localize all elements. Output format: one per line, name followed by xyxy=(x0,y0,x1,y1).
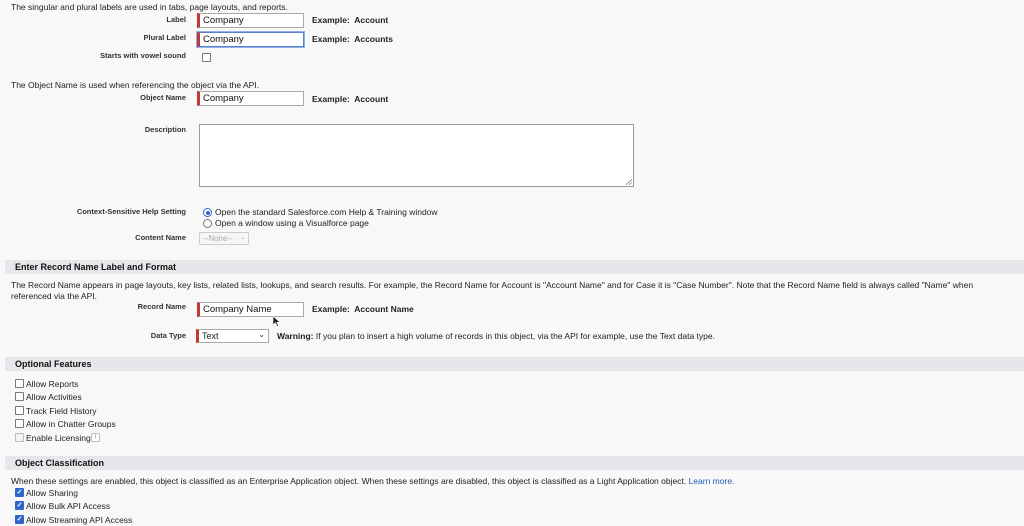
example-prefix: Example: xyxy=(312,304,350,314)
vowel-sound-label: Starts with vowel sound xyxy=(100,51,186,60)
warning-text: If you plan to insert a high volume of records in this object, via the API for example, use the Text data type. xyxy=(315,331,715,341)
allow-bulk-api-label: Allow Bulk API Access xyxy=(26,501,111,511)
allow-activities-label: Allow Activities xyxy=(26,392,82,402)
record-name-input[interactable]: Company Name xyxy=(197,302,304,317)
chevron-down-icon: ⌄ xyxy=(240,234,246,241)
plural-label-field-label: Plural Label xyxy=(143,33,186,42)
help-standard-label: Open the standard Salesforce.com Help & Training window xyxy=(215,207,438,217)
plural-label-input[interactable]: Company xyxy=(197,32,304,47)
object-classification-header: Object Classification xyxy=(5,456,1024,470)
object-name-input[interactable]: Company xyxy=(197,91,304,106)
data-type-value: Text xyxy=(202,331,219,341)
resize-handle-icon[interactable] xyxy=(626,179,632,185)
object-name-label: Object Name xyxy=(140,93,186,102)
data-type-label: Data Type xyxy=(150,331,186,340)
track-field-history-label: Track Field History xyxy=(26,406,97,416)
checkmark-icon: ✓ xyxy=(16,502,23,509)
help-visualforce-radio[interactable] xyxy=(203,219,212,228)
optional-features-header: Optional Features xyxy=(5,357,1024,371)
label-input[interactable]: Company xyxy=(197,13,304,28)
allow-chatter-groups-label: Allow in Chatter Groups xyxy=(26,419,116,429)
enable-licensing-checkbox xyxy=(15,433,24,442)
data-type-warning xyxy=(277,331,715,341)
example-prefix: Example: xyxy=(312,34,350,44)
allow-reports-checkbox[interactable] xyxy=(15,379,24,388)
help-standard-radio[interactable] xyxy=(203,208,212,217)
object-name-intro: The Object Name is used when referencing the object via the API. xyxy=(11,80,260,90)
allow-sharing-checkbox[interactable] xyxy=(15,488,24,497)
example-prefix: Example: xyxy=(312,15,350,25)
enable-licensing-label: Enable Licensing xyxy=(26,433,91,443)
example-value: Accounts xyxy=(354,34,393,44)
label-example xyxy=(312,15,388,25)
description-label: Description xyxy=(144,125,186,134)
example-prefix: Example: xyxy=(312,94,350,104)
vowel-sound-checkbox[interactable] xyxy=(202,53,211,62)
object-classification-intro-line xyxy=(11,476,734,486)
content-name-select[interactable] xyxy=(199,232,249,245)
allow-streaming-api-label: Allow Streaming API Access xyxy=(26,515,133,525)
content-name-value: --None-- xyxy=(203,234,233,243)
mouse-cursor-icon xyxy=(273,316,281,327)
allow-streaming-api-checkbox[interactable] xyxy=(15,515,24,524)
warning-prefix: Warning: xyxy=(277,331,314,341)
example-value: Account Name xyxy=(354,304,414,314)
data-type-select[interactable] xyxy=(196,329,269,343)
allow-chatter-groups-checkbox[interactable] xyxy=(15,419,24,428)
labels-intro: The singular and plural labels are used in tabs, page layouts, and reports. xyxy=(11,2,288,12)
allow-bulk-api-checkbox[interactable] xyxy=(15,501,24,510)
checkmark-icon: ✓ xyxy=(16,489,23,496)
learn-more-link[interactable]: Learn more. xyxy=(688,476,735,486)
allow-activities-checkbox[interactable] xyxy=(15,392,24,401)
chevron-down-icon: ⌄ xyxy=(258,330,265,339)
label-field-label: Label xyxy=(166,15,186,24)
record-name-intro: The Record Name appears in page layouts, key lists, related lists, lookups, and search results. For example, the Record Name for Account is "Account Name" and for Case it is "Case Number". Note that the Record Name field is always called "Name" when referenced via the API. xyxy=(11,280,974,301)
plural-label-example xyxy=(312,34,393,44)
help-visualforce-label: Open a window using a Visualforce page xyxy=(215,218,369,228)
object-name-example xyxy=(312,94,388,104)
object-classification-intro: When these settings are enabled, this object is classified as an Enterprise Application object. When these settings are disabled, this object is classified as a Light Application object. xyxy=(11,476,687,486)
description-textarea[interactable] xyxy=(199,124,634,187)
content-name-label: Content Name xyxy=(135,233,186,242)
info-icon[interactable]: i xyxy=(91,433,100,442)
example-value: Account xyxy=(354,94,389,104)
checkmark-icon: ✓ xyxy=(16,516,23,523)
allow-reports-label: Allow Reports xyxy=(26,379,79,389)
example-value: Account xyxy=(354,15,389,25)
record-name-example xyxy=(312,304,414,314)
record-name-section-header: Enter Record Name Label and Format xyxy=(5,260,1024,274)
allow-sharing-label: Allow Sharing xyxy=(26,488,78,498)
track-field-history-checkbox[interactable] xyxy=(15,406,24,415)
help-setting-label: Context-Sensitive Help Setting xyxy=(76,207,186,216)
record-name-label: Record Name xyxy=(137,302,186,311)
